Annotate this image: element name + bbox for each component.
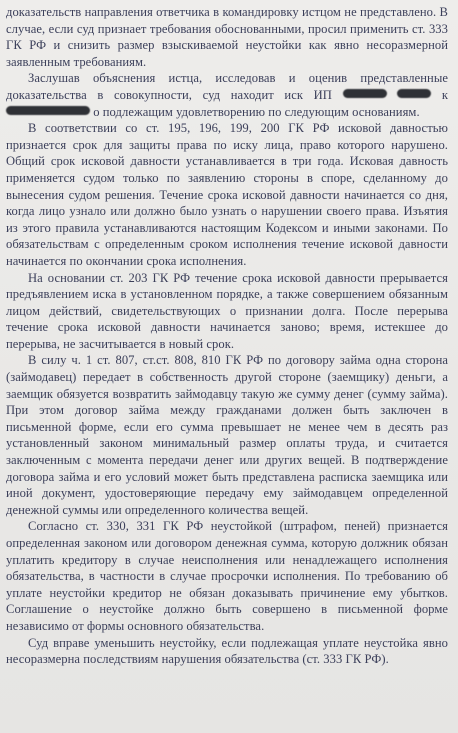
redacted-defendant-name <box>6 106 90 115</box>
paragraph-defendant-objection: доказательств направления ответчика в командировку истцом не представлено. В случае, если суд признает требования обоснованными, просил применить ст. 333 ГК РФ и снизить размер взыскиваемой неустойки как явно несоразмерной заявленным требованиям. <box>6 5 448 69</box>
paragraph-court-finding <box>6 70 448 120</box>
redacted-plaintiff-name-2 <box>397 89 431 98</box>
paragraph-loan-agreement: В силу ч. 1 ст. 807, ст.ст. 808, 810 ГК РФ по договору займа одна сторона (займодавец) передает в собственность другой стороне (заемщику) деньги, а заемщик обязуется возвратить займодавцу такую же сумму денег (сумму займа). При этом договор займа между гражданами должен быть заключен в письменной форме, если его сумма превышает не менее чем в десять раз установленный законом минимальный размер оплаты труда, и считается заключенным с момента передачи денег или других вещей. В подтверждение договора займа и его условий может быть представлена расписка заемщика или иной документ, удостоверяющие передачу ему займодавцем определенной денежной суммы или определенного количества вещей. <box>6 353 448 517</box>
court-finding-text-start: Заслушав объяснения истца, исследовав и оценив представленные доказательства в совокупности, суд находит иск ИП <box>6 71 448 102</box>
paragraph-penalty-reduction: Суд вправе уменьшить неустойку, если подлежащая уплате неустойка явно несоразмерна последствиям нарушения обязательства (ст. 333 ГК РФ). <box>6 635 448 667</box>
court-finding-text-mid: к <box>441 87 448 102</box>
redacted-plaintiff-name <box>343 89 387 98</box>
paragraph-limitation-interruption: На основании ст. 203 ГК РФ течение срока исковой давности прерывается предъявлением иска в установленном порядке, а также совершением обязанным лицом действий, свидетельствующих о признании долга. После перерыва течение срока исковой давности начинается заново; время, истекшее до перерыва, не засчитывается в новый срок. <box>6 270 448 351</box>
paragraph-limitation-period: В соответствии со ст. 195, 196, 199, 200 ГК РФ исковой давностью признается срок для защиты права по иску лица, право которого нарушено. Общий срок исковой давности устанавливается в три года. Исковая давность применяется судом только по заявлению стороны в споре, сделанному до вынесения судом решения. Течение срока исковой давности начинается со дня, когда лицо узнало или должно было узнать о нарушении своего права. Изъятия из этого правила устанавливаются настоящим Кодексом и иными законами. По обязательствам с определенным сроком исполнения течение исковой давности начинается по окончании срока исполнения. <box>6 121 448 268</box>
court-finding-text-end: о подлежащим удовлетворению по следующим основаниям. <box>93 104 420 119</box>
paragraph-penalty: Согласно ст. 330, 331 ГК РФ неустойкой (штрафом, пеней) признается определенная законом или договором денежная сумма, которую должник обязан уплатить кредитору в случае неисполнения или ненадлежащего исполнения обязательства, в частности в случае просрочки исполнения. По требованию об уплате неустойки кредитор не обязан доказывать причинение ему убытков. Соглашение о неустойке должно быть совершено в письменной форме независимо от формы основного обязательства. <box>6 519 448 633</box>
